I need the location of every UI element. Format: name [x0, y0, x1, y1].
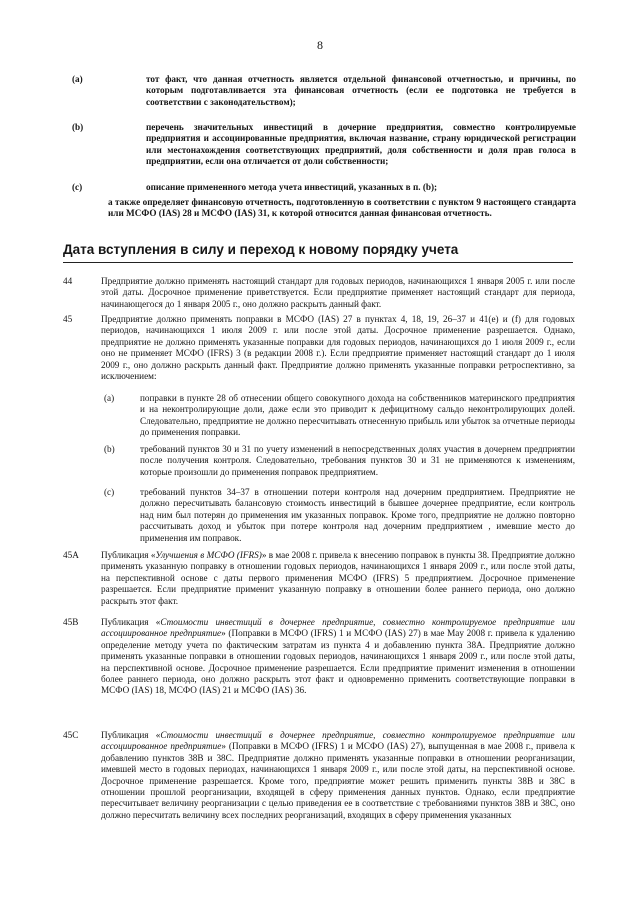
item-text: требований пунктов 34–37 в отношении потери контроля над дочерним предприятием. Предприятие не должно пересчитывать балансовую стоимость инвестиций в бывшее дочернее предприятие, если контроль над ним был потерян до применения им указанных поправок. Кроме того, предприятие не должно повторно рассчитывать доход и убыток при потере контроля над дочерним предприятием , имевшие место до применения им поправок. — [140, 487, 575, 543]
sub-item-a — [104, 393, 575, 439]
sub-item-c — [104, 487, 575, 544]
paragraph-44 — [63, 276, 575, 310]
paragraph-text-start: Публикация « — [101, 617, 161, 627]
item-label: (a) — [104, 393, 115, 403]
paragraph-45 — [63, 314, 575, 382]
publication-title: Стоимости инвестиций в дочернее предприятие, совместно контролируемое предприятие или ассоциированное предприятие — [101, 730, 575, 752]
paragraph-number: 45 — [63, 314, 73, 324]
item-label: (c) — [72, 182, 83, 192]
sub-item-b — [104, 444, 575, 478]
paragraph-number: 45B — [63, 617, 79, 627]
paragraph-45b — [63, 617, 575, 697]
heading-rule — [63, 262, 573, 263]
item-label: (b) — [72, 122, 84, 132]
paragraph-text-start: Публикация « — [101, 550, 156, 560]
paragraph-45c — [63, 730, 575, 821]
item-label: (a) — [72, 74, 83, 84]
paragraph-text: Предприятие должно применять настоящий стандарт для годовых периодов, начинающихся 1 января 2005 г. или после этой даты. Досрочное применение приветствуется. Если предприятие применяет настоящий стандарт для периода, начинающегося до 1 января 2005 г., оно должно раскрыть данный факт. — [101, 276, 575, 309]
paragraph-number: 45A — [63, 550, 79, 560]
item-label: (c) — [104, 487, 115, 497]
item-label: (b) — [104, 444, 115, 454]
item-text: тот факт, что данная отчетность является отдельной финансовой отчетностью, и причины, по которым подготавливается эта финансовая отчетность (если ее подготовка не требуется в соответствии с законодательством); — [146, 74, 576, 107]
publication-title: Улучшения в МСФО (IFRS) — [155, 550, 262, 560]
item-text: перечень значительных инвестиций в дочерние предприятия, совместно контролируемые предприятия и ассоциированные предприятия, включая название, страну юридической регистрации или местонахождения соответствующих предприятий, доля собственности и доля прав голоса в предприятии, если она отличается от доли собственности; — [146, 122, 576, 167]
paragraph-number: 44 — [63, 276, 73, 286]
top-item-c — [72, 182, 576, 193]
publication-title: Стоимости инвестиций в дочернее предприятие, совместно контролируемое предприятие или ассоциированное предприятие — [101, 617, 575, 639]
paragraph-text-end: » (Поправки в МСФО (IFRS) 1 и МСФО (IAS) 27), выпущенная в мае 2008 г., привела к добавлению пунктов 38B и 38C. Предприятие должно применять указанные поправки в отношении реорганизации, имевшей место в годовых периодах, начинающихся 1 января 2009 г., или после этой даты, на перспективной основе. Досрочное применение разрешается. Кроме того, предприятие может решить применить пункты 38B и 38C в отношении прошлой реорганизации, входящей в сферу применения данных пунктов. Однако, если предприятие пересчитывает величину реорганизации с целью приведения ее в соответствие с требованиями пунктов 38B и 38C, оно должно пересчитать величину всех последних реорганизаций, входящих в сферу применения указанных — [101, 741, 575, 820]
section-heading: Дата вступления в силу и переход к новому порядку учета — [63, 242, 459, 257]
paragraph-text-start: Публикация « — [101, 730, 161, 740]
paragraph-number: 45C — [63, 730, 79, 740]
item-text: описание примененного метода учета инвестиций, указанных в п. (b); — [146, 182, 438, 192]
top-item-a — [72, 74, 576, 108]
page-number: 8 — [317, 38, 323, 52]
item-text: поправки в пункте 28 об отнесении общего совокупного дохода на собственников материнского предприятия и на неконтролирующие доли, даже если это приводит к дефицитному сальдо неконтролирующих долей. Следовательно, предприятие не должно пересчитывать отнесенную прибыль или убыток за отчетные периоды до применения поправки. — [140, 393, 575, 438]
item-text: требований пунктов 30 и 31 по учету изменений в непосредственных долях участия в дочернем предприятии после получения контроля. Следовательно, требования пунктов 30 и 31 не применяются к изменениям, которые произошли до применения поправок предприятием. — [140, 444, 575, 477]
paragraph-text: Предприятие должно применять поправки в МСФО (IAS) 27 в пунктах 4, 18, 19, 26–37 и 41(e) и (f) для годовых периодов, начинающихся 1 июля 2009 г. или после этой даты. Досрочное применение разрешается. Однако, предприятие не должно применять указанные поправки для годовых периодов, начинающихся до 1 июля 2009 г., если оно не применяет МСФО (IFRS) 3 (в редакции 2008 г.). Если предприятие применяет настоящий стандарт до 1 июля 2009 г., оно должно раскрыть данный факт. Предприятие должно применять указанные поправки ретроспективно, за исключением: — [101, 314, 575, 382]
continuation-text: а также определяет финансовую отчетность, подготовленную в соответствии с пунктом 9 настоящего стандарта или МСФО (IAS) 28 и МСФО (IAS) 31, к которой относится данная финансовая отчетность. — [108, 197, 576, 219]
paragraph-text-end: » (Поправки в МСФО (IFRS) 1 и МСФО (IAS) 27) в мае May 2008 г. привела к удалению определение методу учета по фактическим затратам из пункта 4 и добавлению пункта 38А. Предприятие должно применять указанные поправки в отношении годовых периодов, начинающихся 1 января 2009 г., или после этой даты, на перспективной основе. Досрочное применение разрешается. Если предприятие применит изменения в отношении более раннего периода, оно должно раскрыть этот факт и одновременно применить соответствующие поправки в МСФО (IAS) 18, МСФО (IAS) 21 и МСФО (IAS) 36. — [101, 628, 575, 696]
paragraph-text-end: » в мае 2008 г. привела к внесению поправок в пункты 38. Предприятие должно применять указанную поправку в отношении годовых периодов, начинающихся 1 января 2009 г., или после этой даты, на перспективной основе с даты первого применения МСФО (IFRS) 5 предприятием. Досрочное применение разрешается. Если предприятие применит указанную поправку в отношении более раннего периода, оно должно раскрыть этот факт. — [101, 550, 575, 606]
paragraph-45a — [63, 550, 575, 607]
top-item-b — [72, 122, 576, 168]
